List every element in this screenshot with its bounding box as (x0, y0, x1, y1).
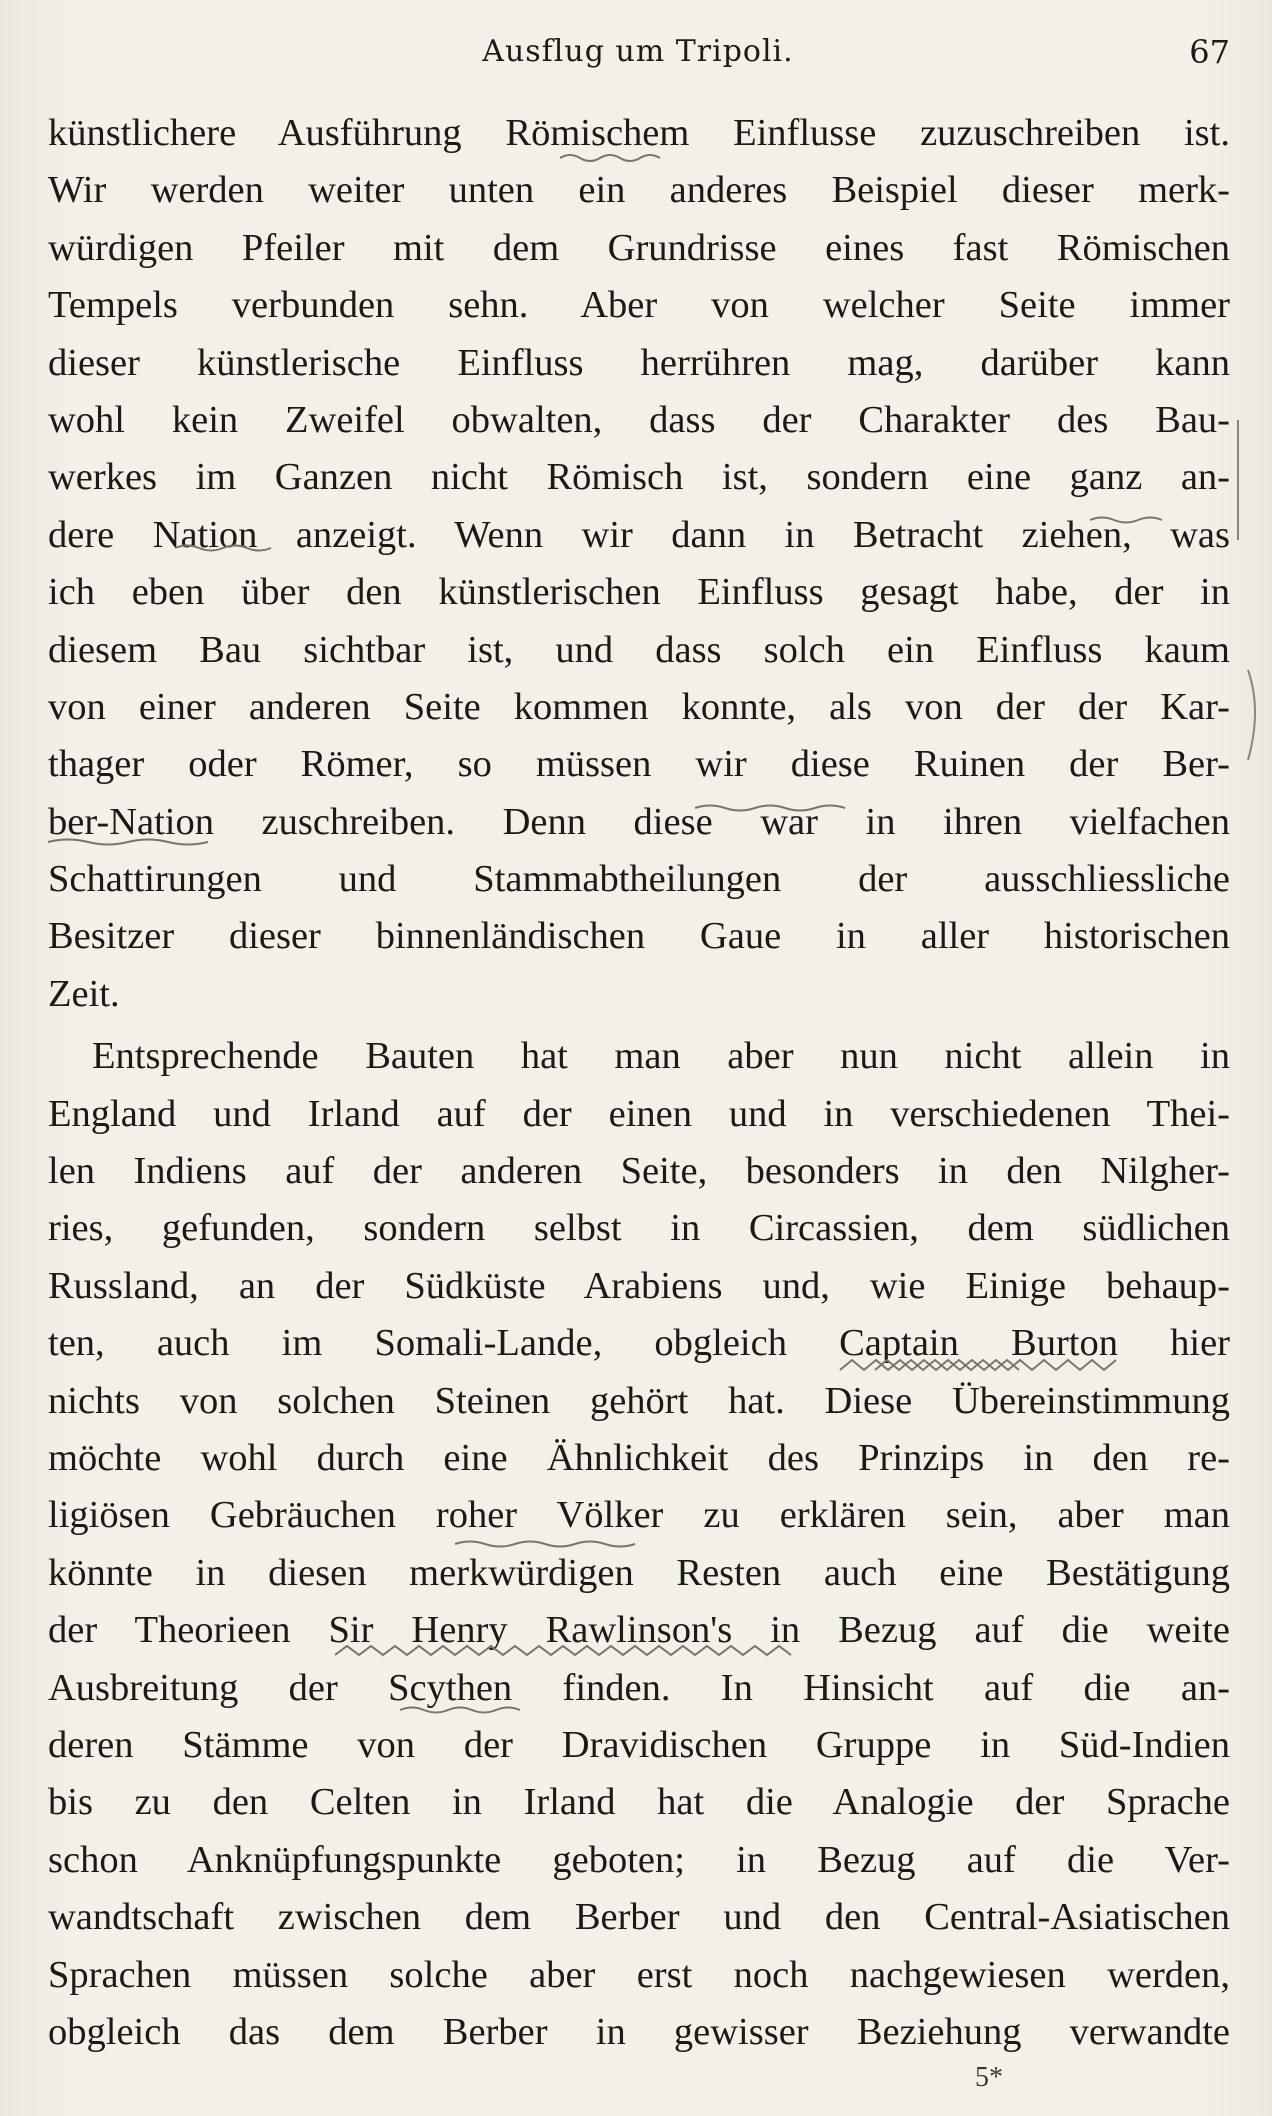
text-line: wohl kein Zweifel obwalten, dass der Charakter des Bau- (48, 398, 1230, 441)
text-line: ries, gefunden, sondern selbst in Circassien, dem südlichen (48, 1207, 1230, 1250)
text-line: Schattirungen und Stammabtheilungen der ausschliessliche (48, 858, 1230, 901)
text-line: len Indiens auf der anderen Seite, besonders in den Nilgher- (48, 1150, 1230, 1193)
text-line: nichts von solchen Steinen gehört hat. Diese Übereinstimmung (48, 1379, 1230, 1422)
text-line: England und Irland auf der einen und in verschiedenen Thei- (48, 1092, 1230, 1135)
text-line: diesem Bau sichtbar ist, und dass solch ein Einfluss kaum (48, 628, 1230, 671)
text-line: Ausbreitung der Scythen finden. In Hinsicht auf die an- (48, 1666, 1230, 1709)
text-line: würdigen Pfeiler mit dem Grundrisse eines fast Römischen (48, 226, 1230, 269)
text-line: von einer anderen Seite kommen konnte, als von der der Kar- (48, 685, 1230, 728)
text-line: Sprachen müssen solche aber erst noch nachgewiesen werden, (48, 1953, 1230, 1996)
text-line: thager oder Römer, so müssen wir diese Ruinen der Ber- (48, 743, 1230, 786)
text-line: ligiösen Gebräuchen roher Völker zu erklären sein, aber man (48, 1494, 1230, 1537)
text-line: dieser künstlerische Einfluss herrühren mag, darüber kann (48, 341, 1230, 384)
text-line: Russland, an der Südküste Arabiens und, wie Einige behaup- (48, 1264, 1230, 1307)
paragraph-2 (48, 1028, 1230, 2061)
running-title: Ausflug um Tripoli. (482, 34, 794, 69)
text-line: Wir werden weiter unten ein anderes Beispiel dieser merk- (48, 169, 1230, 212)
text-line: möchte wohl durch eine Ähnlichkeit des Prinzips in den re- (48, 1436, 1230, 1479)
text-line: ten, auch im Somali-Lande, obgleich Captain Burton hier (48, 1322, 1230, 1365)
text-line: ber-Nation zuschreiben. Denn diese war in ihren vielfachen (48, 800, 1230, 843)
text-line: Entsprechende Bauten hat man aber nun nicht allein in (92, 1035, 1230, 1078)
text-line: der Theorieen Sir Henry Rawlinson's in Bezug auf die weite (48, 1609, 1230, 1652)
text-line: künstlichere Ausführung Römischem Einflusse zuzuschreiben ist. (48, 112, 1230, 154)
body-text (48, 105, 1230, 2061)
page-number: 67 (1189, 33, 1230, 71)
paragraph-1 (48, 105, 1230, 1023)
text-line: ich eben über den künstlerischen Einfluss gesagt habe, der in (48, 571, 1230, 614)
text-line: bis zu den Celten in Irland hat die Analogie der Sprache (48, 1781, 1230, 1824)
text-line: dere Nation anzeigt. Wenn wir dann in Betracht ziehen, was (48, 513, 1230, 556)
text-line: werkes im Ganzen nicht Römisch ist, sondern eine ganz an- (48, 456, 1230, 499)
text-line: Besitzer dieser binnenländischen Gaue in aller historischen (48, 915, 1230, 958)
text-line: wandtschaft zwischen dem Berber und den Central-Asiatischen (48, 1896, 1230, 1939)
signature-mark: 5* (975, 2062, 1003, 2093)
text-line: Tempels verbunden sehn. Aber von welcher Seite immer (48, 284, 1230, 327)
running-head (48, 30, 1228, 74)
text-line: obgleich das dem Berber in gewisser Beziehung verwandte (48, 2010, 1230, 2053)
text-line: könnte in diesen merkwürdigen Resten auch eine Bestätigung (48, 1551, 1230, 1594)
text-line: schon Anknüpfungspunkte geboten; in Bezug auf die Ver- (48, 1838, 1230, 1881)
text-line: deren Stämme von der Dravidischen Gruppe in Süd-Indien (48, 1723, 1230, 1766)
text-line: Zeit. (48, 972, 120, 1015)
